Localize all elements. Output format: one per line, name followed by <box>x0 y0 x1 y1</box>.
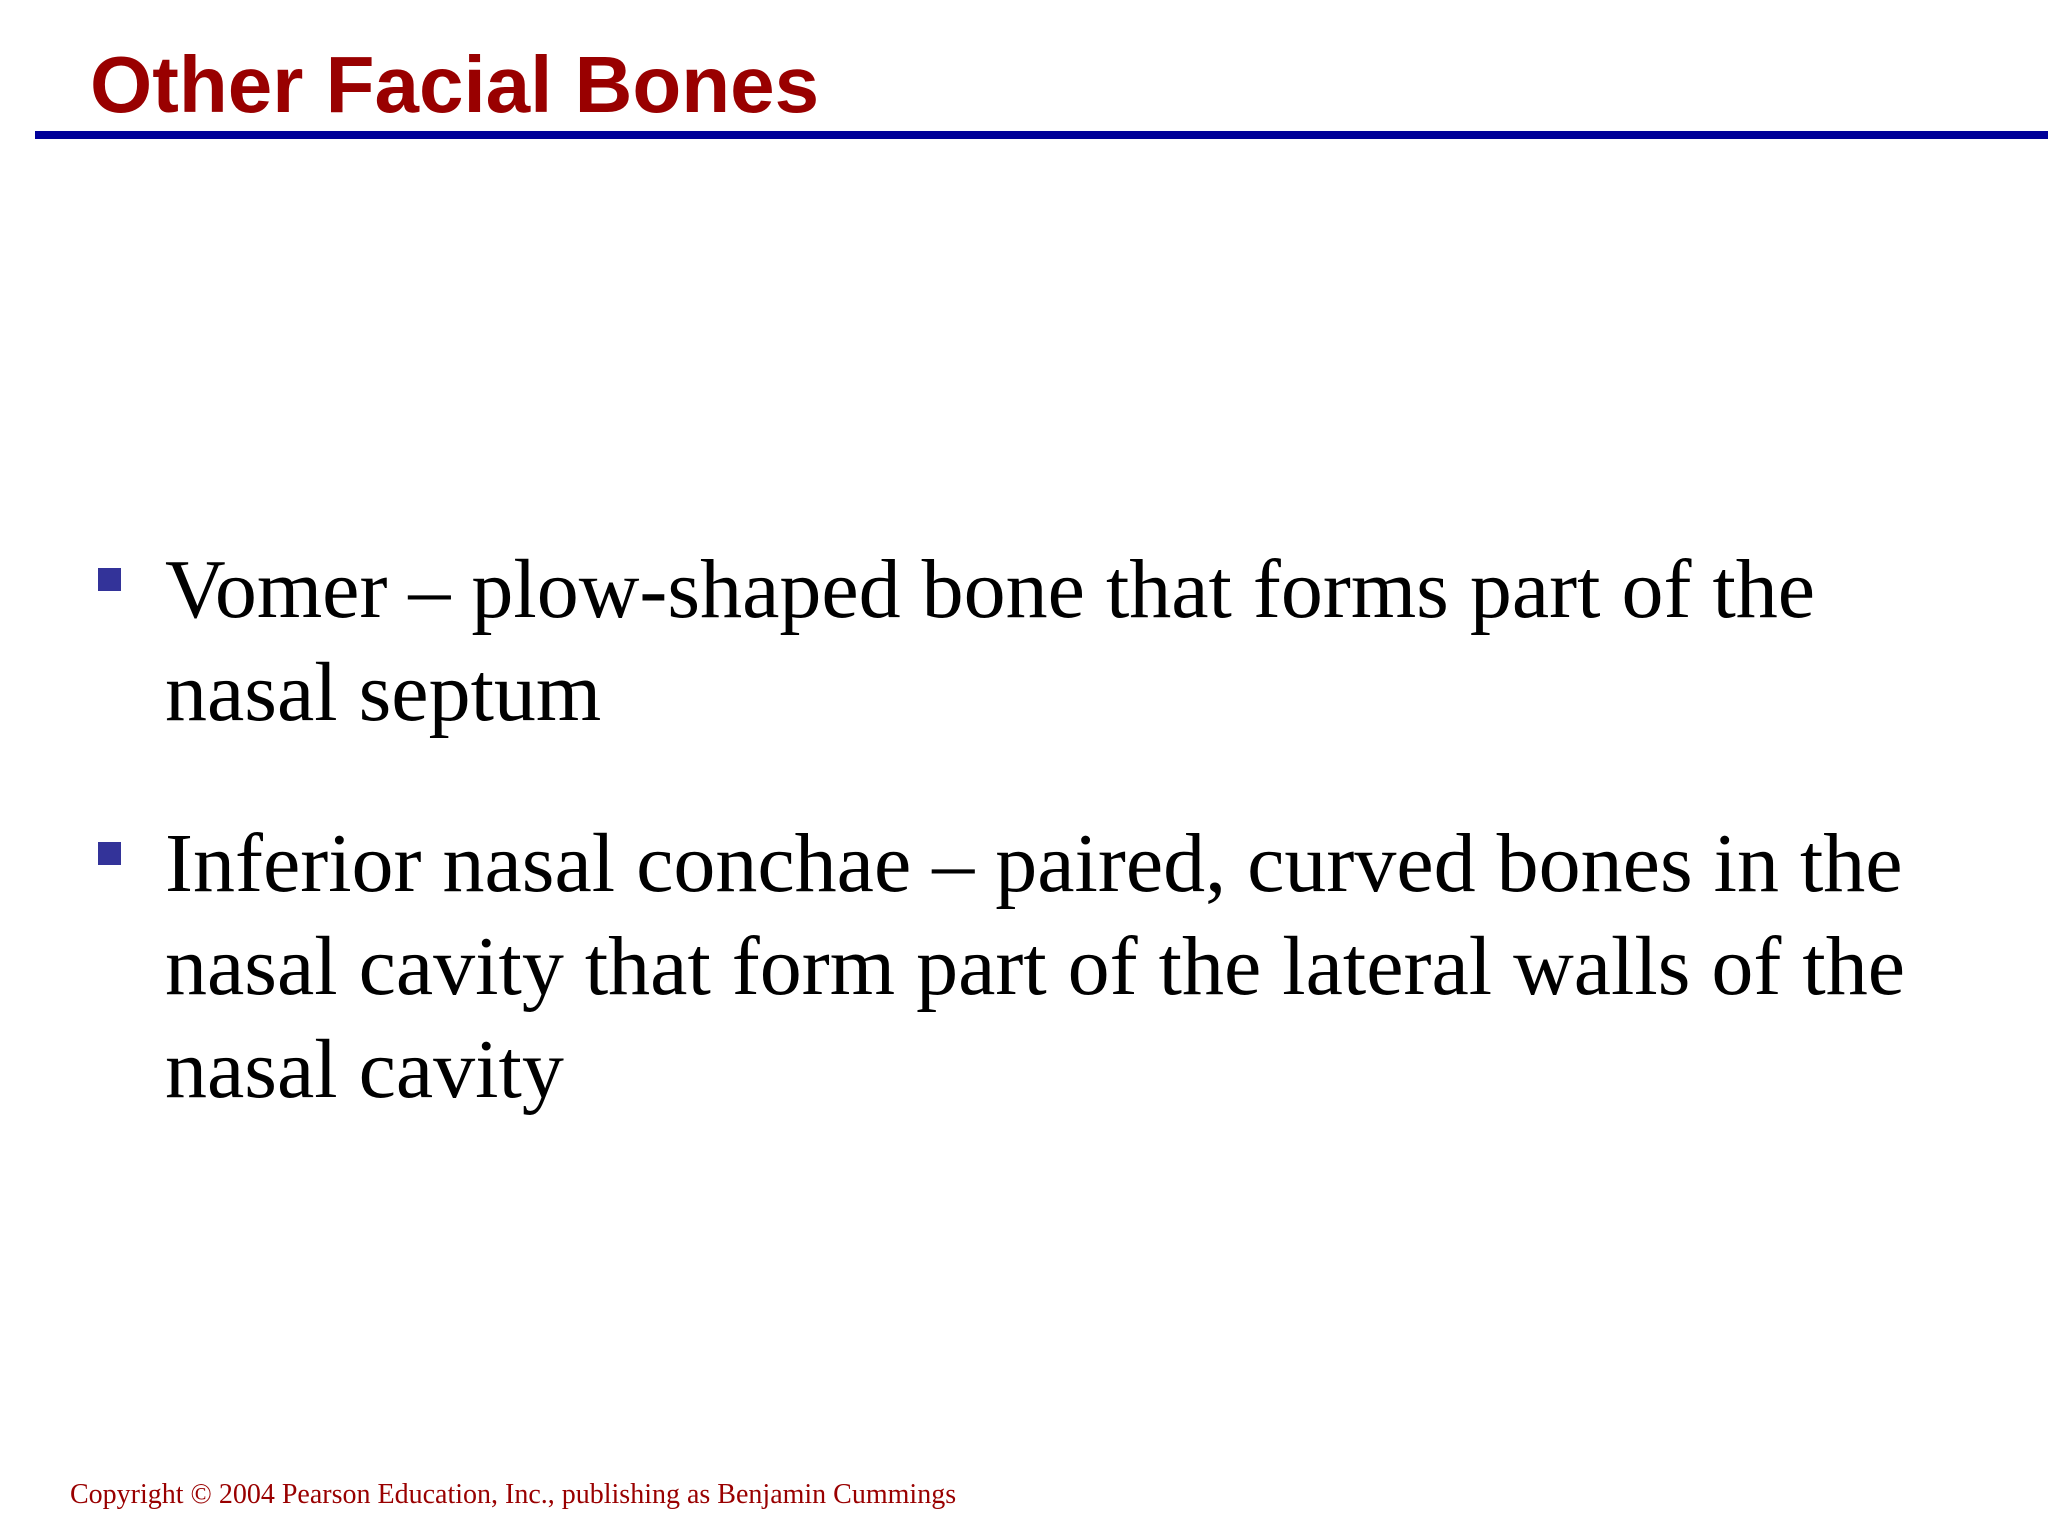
square-bullet-icon <box>98 568 121 591</box>
slide-title: Other Facial Bones <box>90 40 820 129</box>
square-bullet-icon <box>98 842 121 865</box>
bullet-text: Vomer – plow-shaped bone that forms part of the nasal septum <box>165 543 1816 739</box>
title-underline-divider <box>35 131 2048 139</box>
copyright-footer: Copyright © 2004 Pearson Education, Inc., publishing as Benjamin Cummings <box>70 1479 957 1510</box>
bullet-text: Inferior nasal conchae – paired, curved bones in the nasal cavity that form part of the lateral walls of the nasal cavity <box>165 817 1906 1116</box>
